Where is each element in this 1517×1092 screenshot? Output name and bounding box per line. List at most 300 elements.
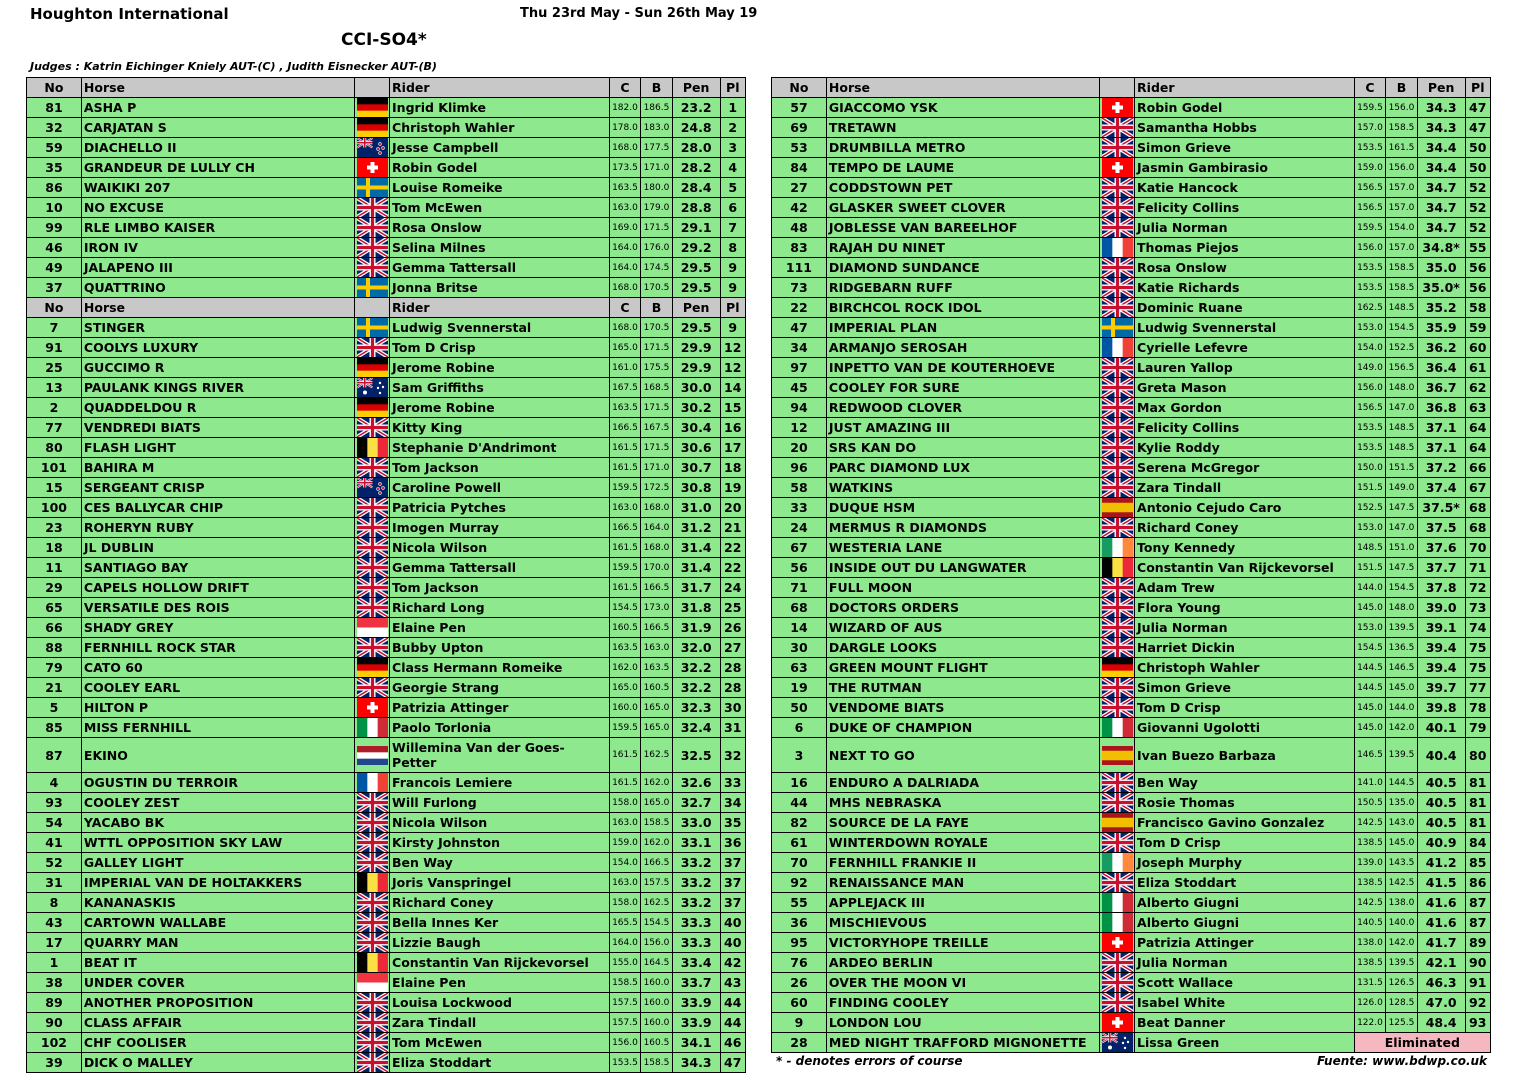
penalty-score: 30.0 xyxy=(672,378,720,398)
table-row xyxy=(27,118,746,138)
penalty-score: 41.5 xyxy=(1417,873,1465,893)
rider-name: Constantin Van Rijckevorsel xyxy=(390,953,610,973)
flag-gbr-icon xyxy=(1102,678,1133,697)
placing: 18 xyxy=(720,458,745,478)
judge-b-score: 164.0 xyxy=(641,518,673,538)
entry-number: 11 xyxy=(27,558,82,578)
rider-name: Lizzie Baugh xyxy=(390,933,610,953)
horse-name: JUST AMAZING III xyxy=(826,418,1100,438)
judge-b-score: 128.5 xyxy=(1386,993,1418,1013)
penalty-score: 35.9 xyxy=(1417,318,1465,338)
judge-c-score: 153.5 xyxy=(1354,418,1386,438)
judge-c-score: 140.5 xyxy=(1354,913,1386,933)
horse-name: CARJATAN S xyxy=(81,118,355,138)
judge-c-score: 163.0 xyxy=(609,498,641,518)
judge-c-score: 122.0 xyxy=(1354,1013,1386,1033)
rider-name: Nicola Wilson xyxy=(390,813,610,833)
placing: 42 xyxy=(720,953,745,973)
rider-name: Alberto Giugni xyxy=(1135,893,1355,913)
judge-b-score: 154.5 xyxy=(641,913,673,933)
rider-name: Kylie Roddy xyxy=(1135,438,1355,458)
placing: 37 xyxy=(720,873,745,893)
placing: 40 xyxy=(720,913,745,933)
col-no-header: No xyxy=(27,298,82,318)
placing: 14 xyxy=(720,378,745,398)
nation-flag xyxy=(1100,973,1135,993)
event-dates: Thu 23rd May - Sun 26th May 19 xyxy=(520,6,758,21)
table-row xyxy=(27,338,746,358)
table-row xyxy=(772,98,1491,118)
entry-number: 95 xyxy=(772,933,827,953)
judge-b-score: 156.0 xyxy=(1386,158,1418,178)
entry-number: 8 xyxy=(27,893,82,913)
flag-sgp-icon xyxy=(357,973,388,992)
rider-name: Willemina Van der Goes-Petter xyxy=(390,738,610,773)
judge-c-score: 157.5 xyxy=(609,1013,641,1033)
penalty-score: 33.3 xyxy=(672,933,720,953)
penalty-score: 32.4 xyxy=(672,718,720,738)
judge-b-score: 135.0 xyxy=(1386,793,1418,813)
nation-flag xyxy=(355,1013,390,1033)
nation-flag xyxy=(355,218,390,238)
penalty-score: 41.2 xyxy=(1417,853,1465,873)
nation-flag xyxy=(1100,598,1135,618)
horse-name: VERSATILE DES ROIS xyxy=(81,598,355,618)
horse-name: NEXT TO GO xyxy=(826,738,1100,773)
entry-number: 69 xyxy=(772,118,827,138)
placing: 47 xyxy=(1465,98,1490,118)
entry-number: 86 xyxy=(27,178,82,198)
rider-name: Ludwig Svennerstal xyxy=(390,318,610,338)
judge-b-score: 149.0 xyxy=(1386,478,1418,498)
rider-name: Harriet Dickin xyxy=(1135,638,1355,658)
nation-flag xyxy=(355,598,390,618)
entry-number: 80 xyxy=(27,438,82,458)
table-row xyxy=(772,738,1491,773)
judge-b-score: 154.5 xyxy=(1386,318,1418,338)
flag-gbr-icon xyxy=(357,853,388,872)
penalty-score: 40.4 xyxy=(1417,738,1465,773)
rider-name: Robin Godel xyxy=(390,158,610,178)
entry-number: 97 xyxy=(772,358,827,378)
rider-name: Jesse Campbell xyxy=(390,138,610,158)
entry-number: 79 xyxy=(27,658,82,678)
nation-flag xyxy=(1100,138,1135,158)
judge-b-score: 163.5 xyxy=(641,658,673,678)
penalty-score: 37.2 xyxy=(1417,458,1465,478)
nation-flag xyxy=(1100,853,1135,873)
judge-b-score: 168.0 xyxy=(641,498,673,518)
judge-b-score: 158.5 xyxy=(641,1053,673,1073)
penalty-score: 31.9 xyxy=(672,618,720,638)
flag-gbr-icon xyxy=(1102,418,1133,437)
rider-name: Zara Tindall xyxy=(1135,478,1355,498)
flag-gbr-icon xyxy=(1102,458,1133,477)
table-row xyxy=(772,518,1491,538)
placing: 78 xyxy=(1465,698,1490,718)
entry-number: 96 xyxy=(772,458,827,478)
judge-c-score: 166.5 xyxy=(609,418,641,438)
judge-b-score: 147.5 xyxy=(1386,498,1418,518)
col-pl-header: Pl xyxy=(720,298,745,318)
penalty-score: 23.2 xyxy=(672,98,720,118)
placing: 71 xyxy=(1465,558,1490,578)
judge-c-score: 163.0 xyxy=(609,198,641,218)
placing: 20 xyxy=(720,498,745,518)
entry-number: 73 xyxy=(772,278,827,298)
rider-name: Class Hermann Romeike xyxy=(390,658,610,678)
penalty-score: 35.0 xyxy=(1417,258,1465,278)
judge-c-score: 146.5 xyxy=(1354,738,1386,773)
penalty-score: 41.6 xyxy=(1417,893,1465,913)
placing: 81 xyxy=(1465,773,1490,793)
horse-name: HILTON P xyxy=(81,698,355,718)
penalty-score: 29.5 xyxy=(672,278,720,298)
rider-name: Thomas Piejos xyxy=(1135,238,1355,258)
entry-number: 45 xyxy=(772,378,827,398)
judge-c-score: 161.5 xyxy=(609,773,641,793)
nation-flag xyxy=(1100,338,1135,358)
penalty-score: 32.2 xyxy=(672,658,720,678)
penalty-score: 29.2 xyxy=(672,238,720,258)
entry-number: 58 xyxy=(772,478,827,498)
nation-flag xyxy=(1100,933,1135,953)
penalty-score: 34.4 xyxy=(1417,158,1465,178)
judges-line: Judges : Katrin Eichinger Kniely AUT-(C) , Judith Eisnecker AUT-(B) xyxy=(30,60,437,73)
rider-name: Greta Mason xyxy=(1135,378,1355,398)
table-row xyxy=(772,718,1491,738)
penalty-score: 36.7 xyxy=(1417,378,1465,398)
rider-name: Joris Vanspringel xyxy=(390,873,610,893)
entry-number: 71 xyxy=(772,578,827,598)
entry-number: 67 xyxy=(772,538,827,558)
flag-irl-icon xyxy=(1102,538,1133,557)
penalty-score: 34.7 xyxy=(1417,178,1465,198)
flag-gbr-icon xyxy=(1102,278,1133,297)
horse-name: SANTIAGO BAY xyxy=(81,558,355,578)
judge-b-score: 139.5 xyxy=(1386,738,1418,773)
table-row xyxy=(772,538,1491,558)
nation-flag xyxy=(355,138,390,158)
nation-flag xyxy=(355,773,390,793)
placing: 75 xyxy=(1465,638,1490,658)
entry-number: 54 xyxy=(27,813,82,833)
nation-flag xyxy=(1100,538,1135,558)
placing: 50 xyxy=(1465,158,1490,178)
flag-gbr-icon xyxy=(1102,438,1133,457)
penalty-score: 32.6 xyxy=(672,773,720,793)
nation-flag xyxy=(355,338,390,358)
judge-b-score: 139.5 xyxy=(1386,618,1418,638)
judge-b-score: 145.0 xyxy=(1386,833,1418,853)
nation-flag xyxy=(1100,678,1135,698)
rider-name: Beat Danner xyxy=(1135,1013,1355,1033)
placing: 68 xyxy=(1465,498,1490,518)
horse-name: PARC DIAMOND LUX xyxy=(826,458,1100,478)
flag-esp-icon xyxy=(1102,813,1133,832)
entry-number: 93 xyxy=(27,793,82,813)
rider-name: Ingrid Klimke xyxy=(390,98,610,118)
judge-b-score: 157.0 xyxy=(1386,198,1418,218)
judge-c-score: 131.5 xyxy=(1354,973,1386,993)
judge-c-score: 167.5 xyxy=(609,378,641,398)
horse-name: COOLEY EARL xyxy=(81,678,355,698)
horse-name: IMPERIAL VAN DE HOLTAKKERS xyxy=(81,873,355,893)
judge-c-score: 163.5 xyxy=(609,638,641,658)
table-row xyxy=(772,1033,1491,1053)
horse-name: DIACHELLO II xyxy=(81,138,355,158)
placing: 1 xyxy=(720,98,745,118)
nation-flag xyxy=(355,993,390,1013)
rider-name: Paolo Torlonia xyxy=(390,718,610,738)
judge-b-score: 174.5 xyxy=(641,258,673,278)
placing: 22 xyxy=(720,558,745,578)
nation-flag xyxy=(355,478,390,498)
table-row xyxy=(772,118,1491,138)
table-row xyxy=(772,298,1491,318)
horse-name: RIDGEBARN RUFF xyxy=(826,278,1100,298)
judge-b-score: 160.0 xyxy=(641,993,673,1013)
horse-name: FERNHILL FRANKIE II xyxy=(826,853,1100,873)
penalty-score: 35.0* xyxy=(1417,278,1465,298)
nation-flag xyxy=(1100,258,1135,278)
table-row xyxy=(27,773,746,793)
rider-name: Ivan Buezo Barbaza xyxy=(1135,738,1355,773)
penalty-score: 28.2 xyxy=(672,158,720,178)
nation-flag xyxy=(355,618,390,638)
rider-name: Elaine Pen xyxy=(390,973,610,993)
penalty-score: 32.7 xyxy=(672,793,720,813)
flag-gbr-icon xyxy=(1102,398,1133,417)
table-row xyxy=(27,933,746,953)
rider-name: Francisco Gavino Gonzalez xyxy=(1135,813,1355,833)
judge-b-score: 180.0 xyxy=(641,178,673,198)
placing: 9 xyxy=(720,318,745,338)
col-b-header: B xyxy=(641,298,673,318)
nation-flag xyxy=(355,178,390,198)
penalty-score: 30.7 xyxy=(672,458,720,478)
placing: 6 xyxy=(720,198,745,218)
judge-c-score: 150.0 xyxy=(1354,458,1386,478)
table-row xyxy=(772,913,1491,933)
penalty-score: 40.5 xyxy=(1417,813,1465,833)
nation-flag xyxy=(1100,198,1135,218)
rider-name: Rosie Thomas xyxy=(1135,793,1355,813)
nation-flag xyxy=(355,973,390,993)
judge-c-score: 138.5 xyxy=(1354,833,1386,853)
flag-gbr-icon xyxy=(1102,218,1133,237)
rider-name: Will Furlong xyxy=(390,793,610,813)
judge-c-score: 178.0 xyxy=(609,118,641,138)
placing: 79 xyxy=(1465,718,1490,738)
placing: 2 xyxy=(720,118,745,138)
flag-gbr-icon xyxy=(357,498,388,517)
judge-b-score: 154.5 xyxy=(1386,578,1418,598)
placing: 7 xyxy=(720,218,745,238)
horse-name: QUADDELDOU R xyxy=(81,398,355,418)
judge-c-score: 166.5 xyxy=(609,518,641,538)
nation-flag xyxy=(355,1053,390,1073)
entry-number: 9 xyxy=(772,1013,827,1033)
placing: 46 xyxy=(720,1033,745,1053)
penalty-score: 46.3 xyxy=(1417,973,1465,993)
nation-flag xyxy=(355,158,390,178)
judge-b-score: 126.5 xyxy=(1386,973,1418,993)
table-row xyxy=(772,398,1491,418)
judge-c-score: 153.5 xyxy=(1354,258,1386,278)
judge-b-score: 170.5 xyxy=(641,278,673,298)
penalty-score: 34.3 xyxy=(1417,98,1465,118)
horse-name: SRS KAN DO xyxy=(826,438,1100,458)
placing: 31 xyxy=(720,718,745,738)
rider-name: Bella Innes Ker xyxy=(390,913,610,933)
entry-number: 60 xyxy=(772,993,827,1013)
nation-flag xyxy=(1100,378,1135,398)
placing: 73 xyxy=(1465,598,1490,618)
placing: 43 xyxy=(720,973,745,993)
judge-b-score: 160.5 xyxy=(641,1033,673,1053)
rider-name: Tom D Crisp xyxy=(390,338,610,358)
judge-b-score: 147.0 xyxy=(1386,398,1418,418)
horse-name: REDWOOD CLOVER xyxy=(826,398,1100,418)
horse-name: BEAT IT xyxy=(81,953,355,973)
entry-number: 81 xyxy=(27,98,82,118)
table-row xyxy=(27,893,746,913)
flag-gbr-icon xyxy=(357,238,388,257)
flag-gbr-icon xyxy=(1102,973,1133,992)
nation-flag xyxy=(1100,1033,1135,1053)
entry-number: 94 xyxy=(772,398,827,418)
flag-swe-icon xyxy=(1102,318,1133,337)
horse-name: CARTOWN WALLABE xyxy=(81,913,355,933)
judge-b-score: 158.5 xyxy=(1386,258,1418,278)
judge-c-score: 168.0 xyxy=(609,278,641,298)
col-c-header: C xyxy=(609,78,641,98)
judge-b-score: 163.0 xyxy=(641,638,673,658)
penalty-score: 31.0 xyxy=(672,498,720,518)
table-row xyxy=(27,678,746,698)
table-row xyxy=(27,98,746,118)
judge-c-score: 161.5 xyxy=(609,458,641,478)
judge-b-score: 171.0 xyxy=(641,458,673,478)
flag-gbr-icon xyxy=(357,198,388,217)
table-row xyxy=(772,158,1491,178)
judge-c-score: 159.5 xyxy=(609,478,641,498)
table-row xyxy=(772,658,1491,678)
nation-flag xyxy=(1100,278,1135,298)
rider-name: Bubby Upton xyxy=(390,638,610,658)
entry-number: 6 xyxy=(772,718,827,738)
judge-c-score: 163.5 xyxy=(609,398,641,418)
judge-b-score: 148.0 xyxy=(1386,598,1418,618)
penalty-score: 30.8 xyxy=(672,478,720,498)
judge-b-score: 143.5 xyxy=(1386,853,1418,873)
horse-name: STINGER xyxy=(81,318,355,338)
horse-name: CAPELS HOLLOW DRIFT xyxy=(81,578,355,598)
placing: 59 xyxy=(1465,318,1490,338)
rider-name: Patricia Pytches xyxy=(390,498,610,518)
horse-name: CODDSTOWN PET xyxy=(826,178,1100,198)
nation-flag xyxy=(1100,518,1135,538)
rider-name: Lissa Green xyxy=(1135,1033,1355,1053)
table-row xyxy=(27,518,746,538)
rider-name: Louisa Lockwood xyxy=(390,993,610,1013)
flag-bel-icon xyxy=(357,438,388,457)
entry-number: 21 xyxy=(27,678,82,698)
horse-name: MISS FERNHILL xyxy=(81,718,355,738)
horse-name: RLE LIMBO KAISER xyxy=(81,218,355,238)
placing: 56 xyxy=(1465,278,1490,298)
penalty-score: 36.8 xyxy=(1417,398,1465,418)
nation-flag xyxy=(355,498,390,518)
nation-flag xyxy=(355,518,390,538)
placing: 63 xyxy=(1465,398,1490,418)
horse-name: DRUMBILLA METRO xyxy=(826,138,1100,158)
placing: 60 xyxy=(1465,338,1490,358)
penalty-score: 33.0 xyxy=(672,813,720,833)
horse-name: IRON IV xyxy=(81,238,355,258)
col-pen-header: Pen xyxy=(672,298,720,318)
table-row xyxy=(27,598,746,618)
nation-flag xyxy=(355,538,390,558)
entry-number: 76 xyxy=(772,953,827,973)
table-row xyxy=(772,993,1491,1013)
rider-name: Lauren Yallop xyxy=(1135,358,1355,378)
table-row xyxy=(27,558,746,578)
entry-number: 3 xyxy=(772,738,827,773)
nation-flag xyxy=(1100,1013,1135,1033)
penalty-score: 39.7 xyxy=(1417,678,1465,698)
nation-flag xyxy=(355,318,390,338)
nation-flag xyxy=(355,738,390,773)
table-row xyxy=(27,198,746,218)
judge-c-score: 161.5 xyxy=(609,438,641,458)
horse-name: CES BALLYCAR CHIP xyxy=(81,498,355,518)
judge-c-score: 145.0 xyxy=(1354,598,1386,618)
entry-number: 19 xyxy=(772,678,827,698)
table-row xyxy=(772,773,1491,793)
flag-gbr-icon xyxy=(1102,298,1133,317)
judge-c-score: 153.0 xyxy=(1354,618,1386,638)
nation-flag xyxy=(355,578,390,598)
horse-name: ARMANJO SEROSAH xyxy=(826,338,1100,358)
table-row xyxy=(772,478,1491,498)
placing: 77 xyxy=(1465,678,1490,698)
entry-number: 66 xyxy=(27,618,82,638)
entry-number: 65 xyxy=(27,598,82,618)
placing: 58 xyxy=(1465,298,1490,318)
col-pen-header: Pen xyxy=(672,78,720,98)
flag-irl-icon xyxy=(1102,853,1133,872)
rider-name: Jonna Britse xyxy=(390,278,610,298)
table-row xyxy=(27,718,746,738)
placing: 81 xyxy=(1465,813,1490,833)
rider-name: Rosa Onslow xyxy=(1135,258,1355,278)
horse-name: OVER THE MOON VI xyxy=(826,973,1100,993)
flag-ger-icon xyxy=(1102,658,1133,677)
judge-c-score: 156.5 xyxy=(1354,178,1386,198)
judge-c-score: 156.0 xyxy=(1354,238,1386,258)
table-row xyxy=(27,1053,746,1073)
penalty-score: 40.1 xyxy=(1417,718,1465,738)
penalty-score: 29.5 xyxy=(672,318,720,338)
judge-c-score: 152.5 xyxy=(1354,498,1386,518)
rider-name: Felicity Collins xyxy=(1135,198,1355,218)
entry-number: 90 xyxy=(27,1013,82,1033)
flag-swe-icon xyxy=(357,318,388,337)
flag-gbr-icon xyxy=(1102,358,1133,377)
table-row xyxy=(772,833,1491,853)
